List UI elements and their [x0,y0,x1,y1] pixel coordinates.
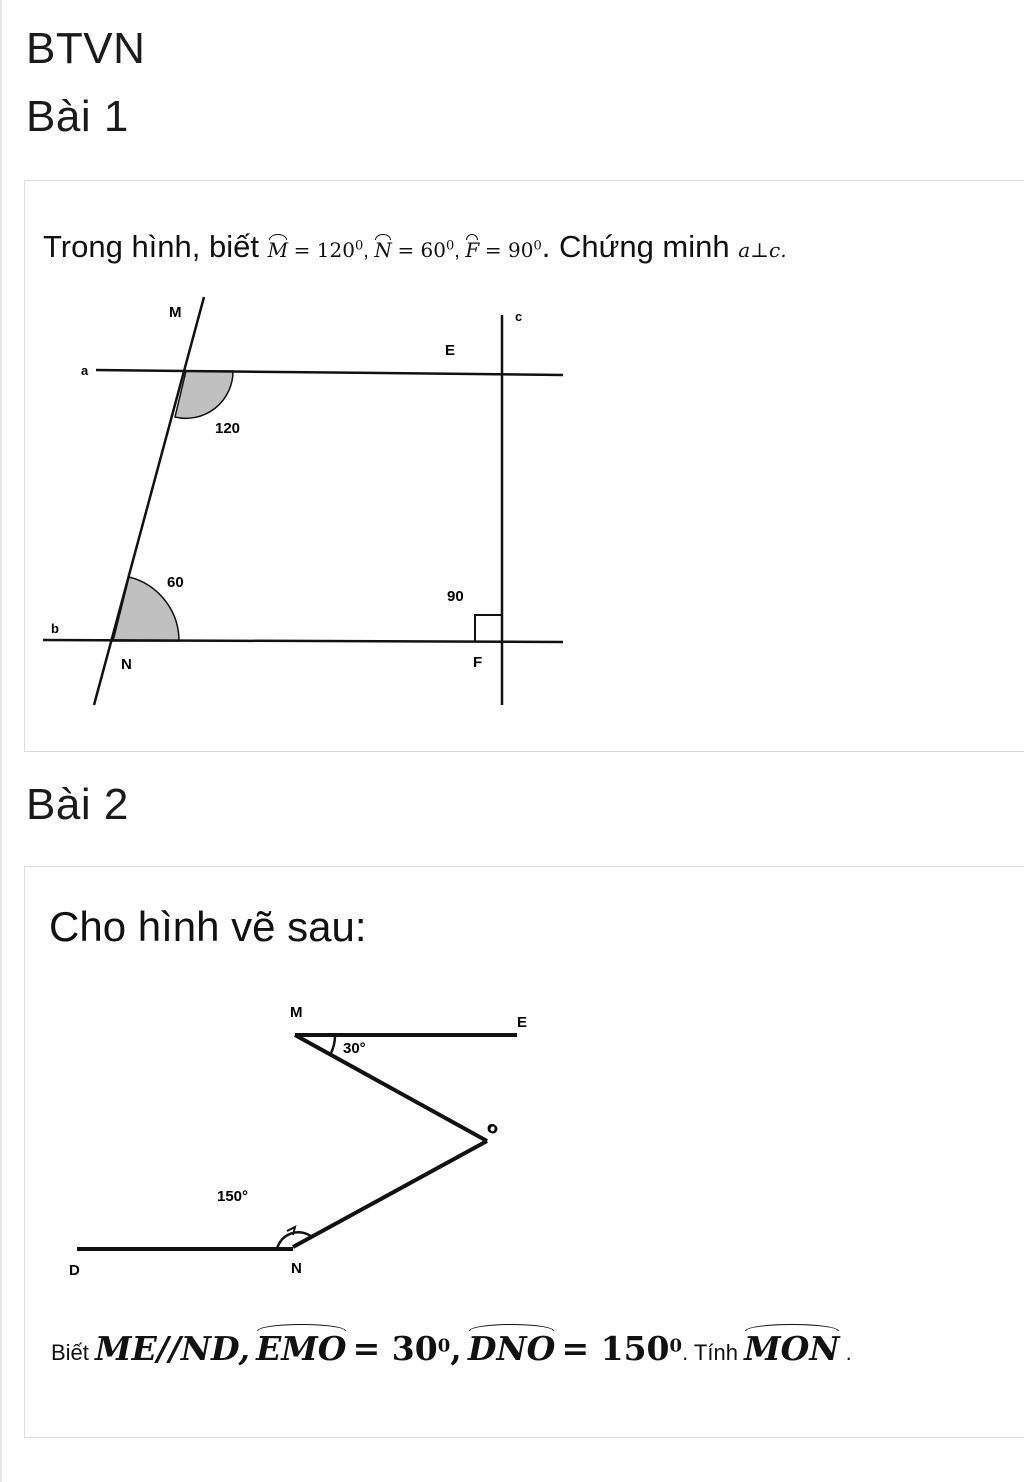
label-150: 150° [217,1188,249,1205]
label-M: M [290,1004,303,1021]
label-c: c [515,309,523,324]
angle-dno-symbol: DNO [467,1329,556,1368]
parallel-statement: ME//ND, [95,1329,250,1368]
left-border [0,0,2,1482]
bai1-figure [25,291,585,721]
angle-f-symbol: F [465,238,480,262]
bai2-card [24,866,1024,1438]
segment-mo [295,1035,487,1141]
transversal-mn [94,297,204,705]
bai1-card [24,180,1024,752]
segment-on [293,1141,487,1247]
bai2-statement: Biết ME//ND, EMO = $30^0$, DNO = $150^0$. Tính MON . [51,1329,852,1368]
right-angle-mark [475,615,502,641]
label-b: b [51,621,59,636]
perp-statement: a⊥c. [738,238,787,262]
label-D: D [69,1262,80,1279]
angle-emo-symbol: EMO [256,1329,347,1368]
label-N: N [121,656,132,673]
angle-mon-symbol: MON [744,1329,840,1368]
bai2-title: Cho hình vẽ sau: [49,903,367,950]
bai1-heading: Bài 1 [26,92,129,141]
label-90: 90 [447,588,464,605]
bai2-heading: Bài 2 [26,780,129,829]
label-N: N [291,1260,302,1277]
angle-emo-arc [330,1035,335,1055]
bai2-figure [65,997,585,1297]
label-120: 120 [215,420,241,437]
label-F: F [473,654,483,671]
label-E: E [517,1014,528,1031]
label-M: M [169,304,182,321]
label-60: 60 [167,574,184,591]
angle-n-symbol: N [374,238,392,262]
label-E: E [445,342,456,359]
line-a [96,370,563,375]
label-30: 30° [343,1040,366,1057]
page-title: BTVN [26,24,146,73]
bai1-statement: Trong hình, biết $M = 120^0$, $N = 60^0$, $F = 90^0$. Chứng minh a⊥c. [43,229,787,264]
label-a: a [81,363,89,378]
label-O: O [487,1121,498,1136]
angle-m-fill [175,371,233,418]
angle-m-symbol: M [267,238,289,262]
